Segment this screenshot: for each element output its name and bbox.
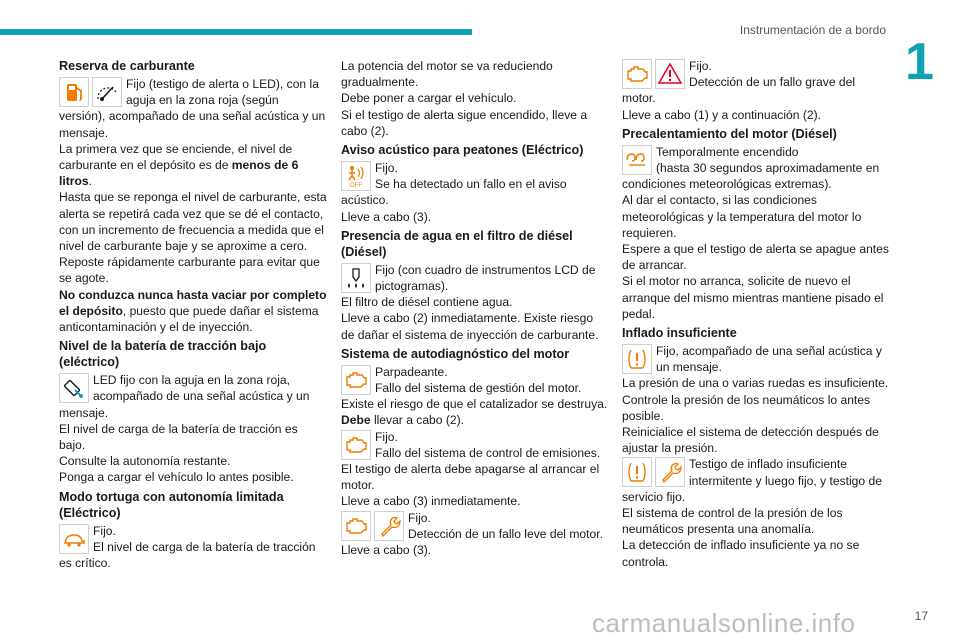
icon-group	[622, 344, 652, 374]
icon-group	[59, 373, 89, 403]
paragraph: Si el motor no arranca, solicite de nuevo el arranque del mismo mientras mantiene pisado el pedal.	[622, 274, 884, 321]
paragraph: El testigo de alerta debe apagarse al arrancar el motor.	[341, 462, 600, 493]
pedestrian-sound-off-icon	[341, 161, 371, 191]
text-bold: Debe	[341, 413, 371, 428]
paragraph: Fijo.	[93, 523, 116, 538]
chapter-number: 1	[905, 33, 934, 91]
paragraph: Lleve a cabo (3).	[341, 209, 432, 224]
paragraph	[59, 287, 327, 336]
section-heading-tyre: Inflado insuficiente	[622, 326, 737, 341]
engine-icon	[341, 365, 371, 395]
section-heading-diagnostic: Sistema de autodiagnóstico del motor	[341, 346, 570, 361]
text-bold: No conduzca nunca hasta vaciar por completo el depósito	[59, 287, 327, 318]
water-in-diesel-icon	[341, 263, 371, 293]
paragraph: Al dar el contacto, si las condiciones meteorológicas y la temperatura del motor lo requieren.	[622, 193, 862, 240]
icon-group	[622, 59, 685, 89]
page-number: 17	[914, 609, 928, 623]
paragraph: Parpadeante.	[375, 364, 448, 379]
icon-label: OFF	[350, 183, 362, 190]
text: , puesto que puede dañar el sistema anticontaminación y el de inyección.	[59, 303, 319, 335]
fuel-pump-icon	[59, 77, 89, 107]
engine-icon	[622, 59, 652, 89]
paragraph: Reinicialice el sistema de detección después de ajustar la presión.	[622, 425, 879, 456]
engine-icon	[341, 430, 371, 460]
paragraph: Fallo del sistema de control de emisiones.	[375, 445, 601, 460]
wrench-icon	[374, 511, 404, 541]
tyre-pressure-icon	[622, 344, 652, 374]
paragraph: Temporalmente encendido	[656, 144, 799, 159]
paragraph: Fijo (testigo de alerta o LED), con la aguja en la zona roja (según versión), acompañado de una señal acústica y un mensaje.	[59, 77, 326, 140]
icon-group	[622, 145, 652, 175]
paragraph: El nivel de carga de la batería de tracción es bajo.	[59, 421, 298, 453]
paragraph	[59, 141, 327, 190]
turtle-icon	[59, 524, 89, 554]
paragraph: Debe poner a cargar el vehículo.	[341, 91, 517, 106]
header-accent-bar	[0, 29, 472, 35]
text: .	[88, 174, 92, 189]
icon-group	[341, 511, 404, 541]
paragraph: Lleve a cabo (3).	[341, 543, 432, 558]
icon-group	[341, 430, 371, 460]
paragraph: Fallo del sistema de gestión del motor.	[375, 381, 582, 396]
column-1	[59, 58, 327, 571]
warning-triangle-icon	[655, 59, 685, 89]
paragraph: Detección de un fallo leve del motor.	[408, 526, 603, 541]
icon-group	[622, 457, 685, 487]
text-bold: menos de 6 litros	[59, 158, 299, 189]
paragraph: Controle la presión de los neumáticos lo antes posible.	[622, 392, 871, 423]
section-heading-pedestrian: Aviso acústico para peatones (Eléctrico)	[341, 143, 584, 158]
paragraph	[341, 412, 609, 428]
paragraph: Lleve a cabo (2) inmediatamente. Existe riesgo de dañar el sistema de inyección de carburante.	[341, 311, 599, 342]
section-heading-fuel: Reserva de carburante	[59, 59, 195, 73]
paragraph: Espere a que el testigo de alerta se apague antes de arrancar.	[622, 242, 889, 273]
paragraph: La potencia del motor se va reduciendo gradualmente.	[341, 59, 553, 90]
paragraph: Testigo de inflado insuficiente intermitente y luego fijo, y testigo de servicio fijo.	[622, 457, 882, 504]
fuel-gauge-icon	[92, 77, 122, 107]
battery-plug-icon	[59, 373, 89, 403]
paragraph: El filtro de diésel contiene agua.	[341, 295, 513, 310]
section-heading-turtle: Modo tortuga con autonomía limitada (Eléctrico)	[59, 489, 284, 520]
icon-group	[59, 77, 122, 107]
page-header-title: Instrumentación de a bordo	[739, 23, 886, 37]
paragraph: Hasta que se reponga el nivel de carburante, esta alerta se repetirá cada vez que se dé el contacto, con un incremento de frecuencia a medida que el nivel de carburante baje y se aproxime a cero.	[59, 190, 327, 254]
paragraph: Si el testigo de alerta sigue encendido, lleve a cabo (2).	[341, 107, 588, 138]
paragraph: Fijo.	[375, 161, 398, 176]
paragraph: La presión de una o varias ruedas es insuficiente.	[622, 376, 889, 391]
paragraph: Detección de un fallo grave del motor.	[622, 75, 856, 106]
icon-group	[341, 365, 371, 395]
icon-group	[341, 263, 371, 293]
paragraph: Fijo.	[689, 59, 712, 73]
wrench-icon	[655, 457, 685, 487]
text: llevar a cabo (2).	[370, 413, 465, 428]
paragraph: Fijo.	[408, 510, 431, 525]
tyre-pressure-icon	[622, 457, 652, 487]
column-2	[341, 58, 609, 558]
paragraph: LED fijo con la aguja en la zona roja, acompañado de una señal acústica y un mensaje.	[59, 373, 310, 420]
paragraph: Fijo.	[375, 429, 398, 444]
paragraph: Se ha detectado un fallo en el aviso acústico.	[341, 177, 567, 208]
paragraph: Fijo (con cuadro de instrumentos LCD de pictogramas).	[375, 262, 596, 294]
section-heading-preheat: Precalentamiento del motor (Diésel)	[622, 126, 837, 141]
column-3	[622, 58, 890, 570]
section-heading-battery: Nivel de la batería de tracción bajo (eléctrico)	[59, 339, 267, 370]
paragraph: Reposte rápidamente carburante para evitar que se agote.	[59, 255, 320, 286]
paragraph: Fijo, acompañado de una señal acústica y un mensaje.	[656, 344, 882, 375]
paragraph: Lleve a cabo (1) y a continuación (2).	[622, 107, 821, 122]
paragraph: Lleve a cabo (3) inmediatamente.	[341, 494, 521, 509]
icon-group	[341, 161, 371, 191]
paragraph: Consulte la autonomía restante.	[59, 454, 231, 469]
section-heading-water: Presencia de agua en el filtro de diésel (Diésel)	[341, 228, 573, 259]
paragraph: La detección de inflado insuficiente ya no se controla.	[622, 538, 860, 569]
text: La primera vez que se enciende, el nivel de carburante en el depósito es de	[59, 141, 293, 173]
paragraph: El sistema de control de la presión de los neumáticos presenta una anomalía.	[622, 506, 843, 537]
glow-plug-icon	[622, 145, 652, 175]
watermark: carmanualsonline.info	[592, 608, 856, 638]
paragraph: Ponga a cargar el vehículo lo antes posible.	[59, 470, 294, 485]
engine-icon	[341, 511, 371, 541]
paragraph: El nivel de carga de la batería de tracción es crítico.	[59, 539, 316, 571]
paragraph: Existe el riesgo de que el catalizador se destruya.	[341, 397, 608, 412]
icon-group	[59, 524, 89, 554]
paragraph: (hasta 30 segundos aproximadamente en condiciones meteorológicas extremas).	[622, 161, 880, 192]
